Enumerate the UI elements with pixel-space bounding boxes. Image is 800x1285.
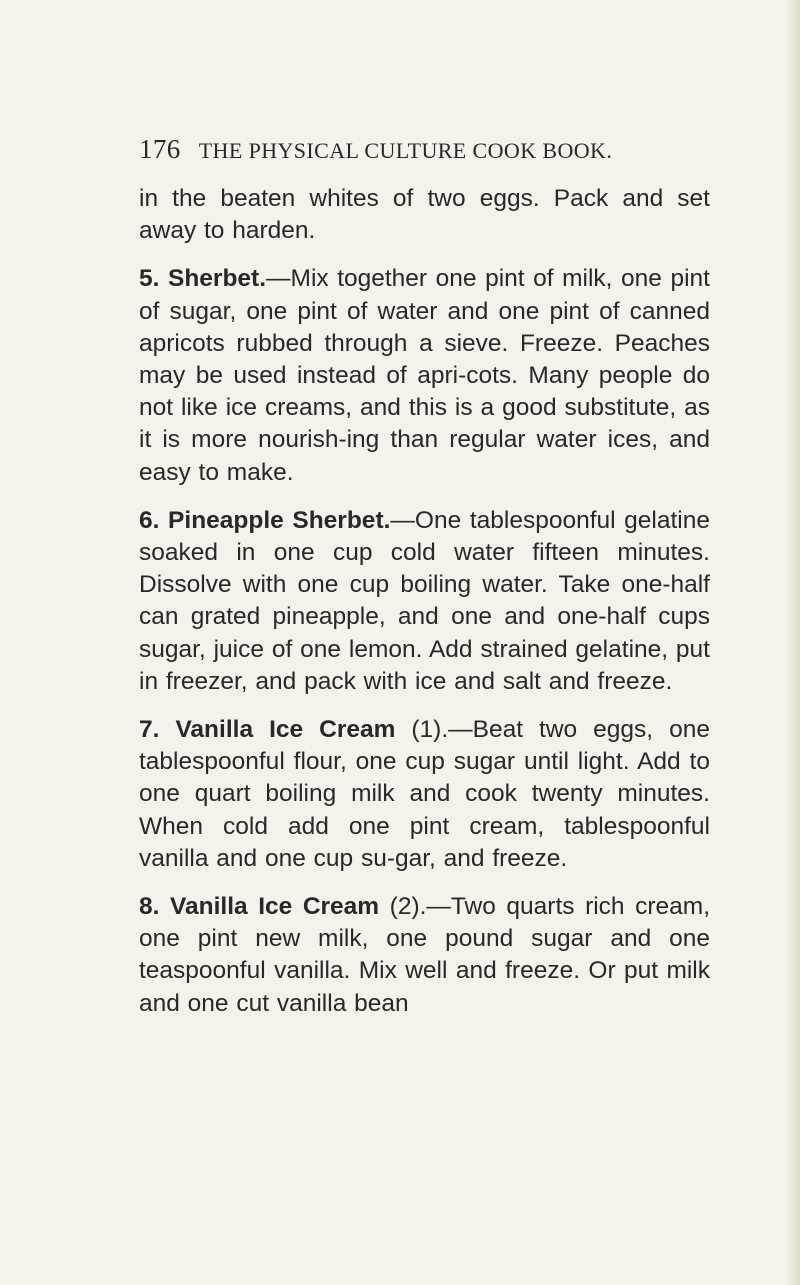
page-body bbox=[139, 183, 710, 1036]
continuation-paragraph: in the beaten whites of two eggs. Pack and set away to harden. bbox=[139, 185, 710, 245]
recipe-title: Vanilla Ice Cream bbox=[170, 893, 380, 921]
recipe-number: 7. bbox=[139, 716, 160, 744]
recipe-body: (1).—Beat two eggs, one tablespoonful flour, one cup sugar until light. Add to one quart boiling milk and cook twenty minutes. When cold add one pint cream, tablespoonful vanilla and one cup su-gar, and freeze. bbox=[139, 716, 710, 872]
page-number: 176 bbox=[139, 134, 181, 164]
running-title: THE PHYSICAL CULTURE COOK BOOK. bbox=[198, 138, 613, 163]
recipe-paragraph bbox=[139, 505, 710, 698]
recipe-title: Sherbet. bbox=[168, 265, 267, 293]
recipe-paragraph bbox=[139, 714, 710, 875]
recipe-number: 8. bbox=[139, 893, 160, 921]
recipe-body: —Mix together one pint of milk, one pint of sugar, one pint of water and one pint of canned apricots rubbed through a sieve. Freeze. Peaches may be used instead of apri-cots. Many people do not like ice creams, and this is a good substitute, as it is more nourish-ing than regular water ices, and easy to make. bbox=[139, 265, 710, 486]
recipe-number: 5. bbox=[139, 265, 160, 293]
recipe-body: —One tablespoonful gelatine soaked in one cup cold water fifteen minutes. Dissolve with one cup boiling water. Take one-half can grated pineapple, and one and one-half cups sugar, juice of one lemon. Add strained gelatine, put in freezer, and pack with ice and salt and freeze. bbox=[139, 506, 710, 695]
recipe-body: (2).—Two quarts rich cream, one pint new milk, one pound sugar and one teaspoonful vanilla. Mix well and freeze. Or put milk and one cut vanilla bean bbox=[139, 893, 711, 1017]
recipe-paragraph bbox=[139, 263, 710, 488]
recipe-title: Pineapple Sherbet. bbox=[168, 506, 391, 534]
page-edge-shadow bbox=[786, 0, 800, 1285]
running-header bbox=[139, 134, 669, 164]
recipe-title: Vanilla Ice Cream bbox=[175, 716, 396, 744]
recipe-paragraph bbox=[139, 891, 710, 1020]
recipe-number: 6. bbox=[139, 506, 160, 534]
